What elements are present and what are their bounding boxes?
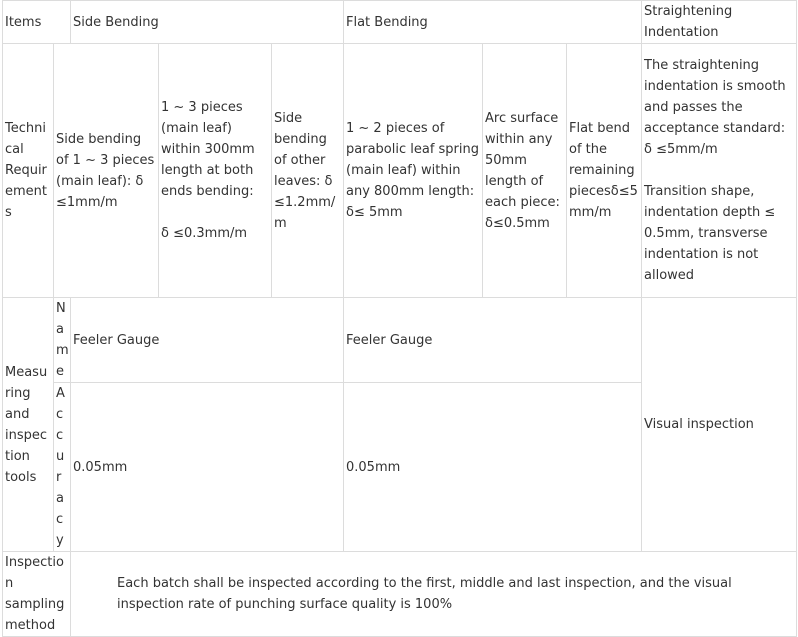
flat-bending-remaining: Flat bend of the remaining piecesδ≤5mm/m [567,44,642,298]
sampling-row [3,552,797,637]
straightening-requirement-2: Transition shape, indentation depth ≤ 0.5mm, transverse indentation is not allowed [644,184,776,283]
header-row [3,1,797,44]
flat-bending-arc-surface: Arc surface within any 50mm length of each piece: δ≤0.5mm [483,44,567,298]
sampling-method-label: Inspection sampling method [3,552,71,637]
sampling-method-text: Each batch shall be inspected according to the first, middle and last inspection, and the visual inspection rate of punching surface quality is 100% [71,552,797,637]
side-bending-ends [159,44,272,298]
straightening-requirement-1: The straightening indentation is smooth and passes the acceptance standard: δ ≤5mm/m [644,58,786,157]
name-sublabel: Name [54,298,71,383]
technical-requirements-row [3,44,797,298]
flat-bending-header: Flat Bending [344,1,642,44]
measuring-name-row [3,298,797,383]
visual-inspection: Visual inspection [642,298,797,552]
side-bending-ends-text: 1 ~ 3 pieces (main leaf) within 300mm length at both ends bending: [161,100,255,199]
flat-bending-parabolic: 1 ~ 2 pieces of parabolic leaf spring (main leaf) within any 800mm length: δ≤ 5mm [344,44,483,298]
side-bending-accuracy: 0.05mm [71,383,344,552]
flat-bending-tool-name: Feeler Gauge [344,298,642,383]
accuracy-sublabel: Accuracy [54,383,71,552]
straightening-requirements [642,44,797,298]
side-bending-tool-name: Feeler Gauge [71,298,344,383]
straightening-header: Straightening Indentation [642,1,797,44]
side-bending-main-leaf: Side bending of 1 ~ 3 pieces (main leaf): δ ≤1mm/m [54,44,159,298]
technical-requirements-label: Technical Requirements [3,44,54,298]
items-header: Items [3,1,71,44]
side-bending-ends-value: δ ≤0.3mm/m [161,226,248,241]
side-bending-other-leaves: Side bending of other leaves: δ ≤1.2mm/m [272,44,344,298]
measuring-tools-label: Measuring and inspection tools [3,298,54,552]
side-bending-header: Side Bending [71,1,344,44]
flat-bending-accuracy: 0.05mm [344,383,642,552]
inspection-spec-table [2,0,797,637]
